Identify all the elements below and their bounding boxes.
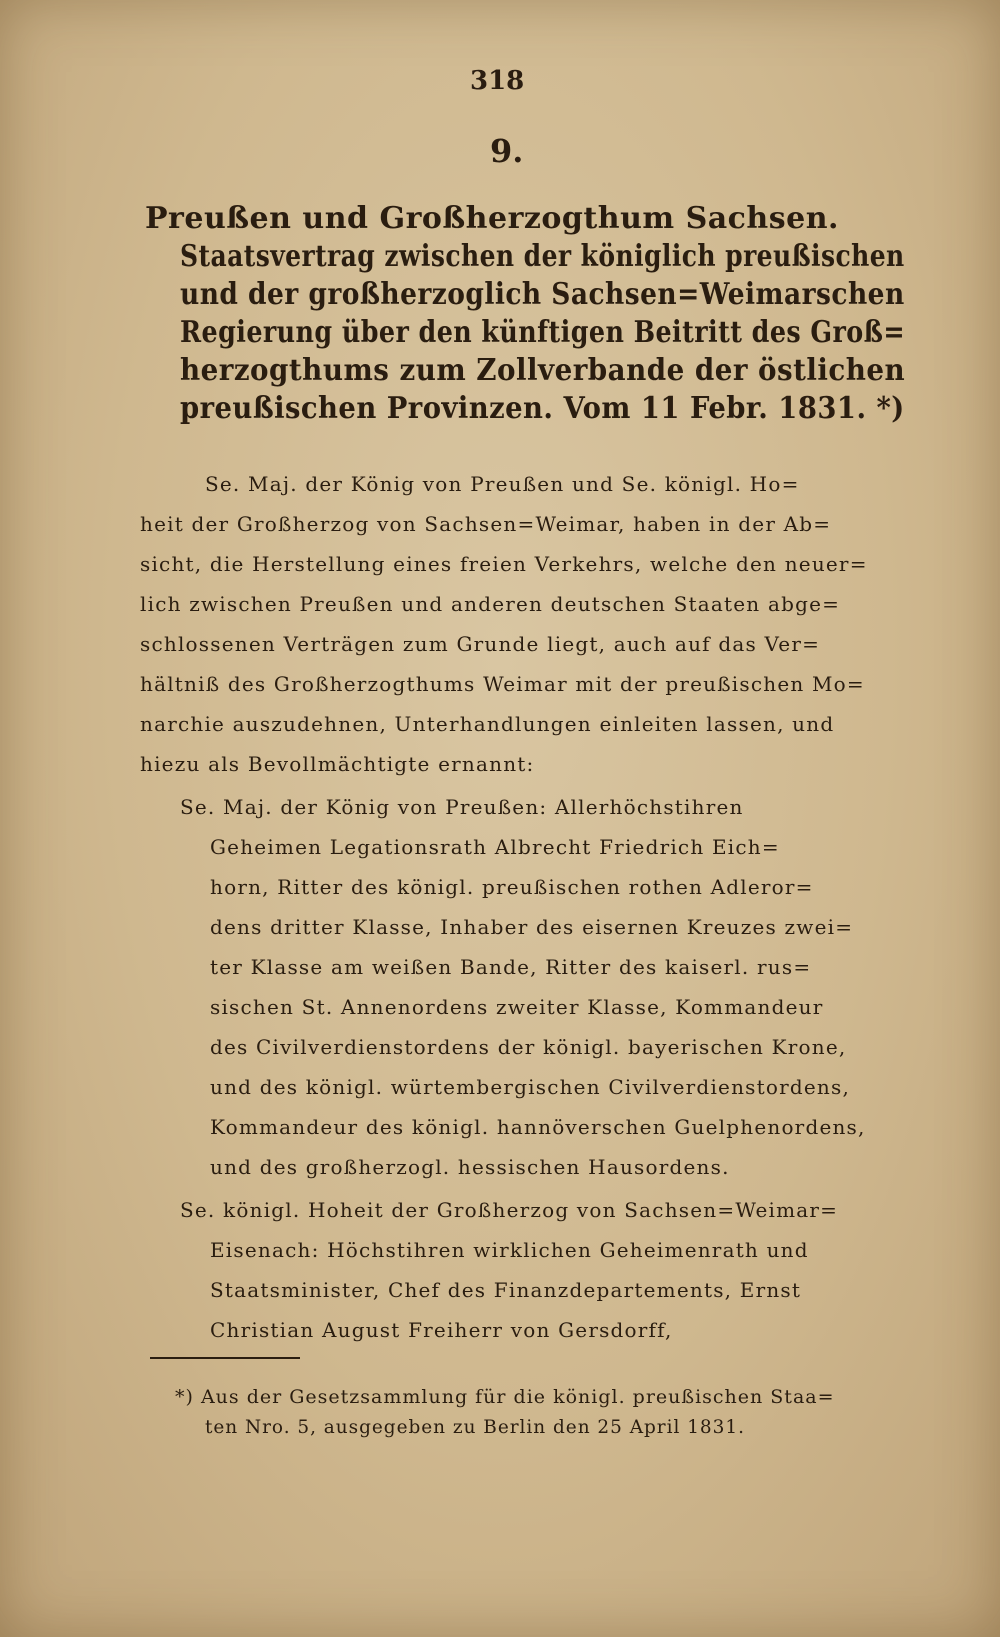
intro-line: heit der Großherzog von Sachsen=Weimar, haben in der Ab= bbox=[140, 512, 832, 536]
intro-line: sicht, die Herstellung eines freien Verkehrs, welche den neuer= bbox=[140, 552, 868, 576]
prussia-line: ter Klasse am weißen Bande, Ritter des kaiserl. rus= bbox=[210, 955, 812, 979]
page-number: 318 bbox=[470, 66, 525, 96]
prussia-line: und des großherzogl. hessischen Hausordens. bbox=[210, 1155, 730, 1179]
footnote-line: ten Nro. 5, ausgegeben zu Berlin den 25 April 1831. bbox=[205, 1416, 745, 1438]
title-line: und der großherzoglich Sachsen=Weimarschen bbox=[180, 277, 905, 312]
title-line: Regierung über den künftigen Beitritt des Groß= bbox=[180, 315, 906, 350]
intro-line: schlossenen Verträgen zum Grunde liegt, auch auf das Ver= bbox=[140, 632, 821, 656]
intro-line: narchie auszudehnen, Unterhandlungen einleiten lassen, und bbox=[140, 712, 835, 736]
weimar-line: Eisenach: Höchstihren wirklichen Geheimenrath und bbox=[210, 1238, 809, 1262]
prussia-line: dens dritter Klasse, Inhaber des eisernen Kreuzes zwei= bbox=[210, 915, 854, 939]
title-line: Staatsvertrag zwischen der königlich preußischen bbox=[180, 239, 905, 274]
footnote-divider bbox=[150, 1357, 300, 1359]
prussia-line: Geheimen Legationsrath Albrecht Friedrich Eich= bbox=[210, 835, 780, 859]
title-line: herzogthums zum Zollverbande der östlichen bbox=[180, 353, 906, 388]
intro-line: Se. Maj. der König von Preußen und Se. königl. Ho= bbox=[205, 472, 800, 496]
prussia-line: sischen St. Annenordens zweiter Klasse, Kommandeur bbox=[210, 995, 824, 1019]
title-line: preußischen Provinzen. Vom 11 Febr. 1831. *) bbox=[180, 391, 905, 426]
intro-line: hiezu als Bevollmächtigte ernannt: bbox=[140, 752, 535, 776]
footnote-line: *) Aus der Gesetzsammlung für die königl. preußischen Staa= bbox=[175, 1386, 835, 1408]
weimar-line: Christian August Freiherr von Gersdorff, bbox=[210, 1318, 673, 1342]
prussia-line: Kommandeur des königl. hannöverschen Guelphenordens, bbox=[210, 1115, 866, 1139]
intro-line: hältniß des Großherzogthums Weimar mit der preußischen Mo= bbox=[140, 672, 865, 696]
prussia-line: Se. Maj. der König von Preußen: Allerhöchstihren bbox=[180, 795, 744, 819]
intro-line: lich zwischen Preußen und anderen deutschen Staaten abge= bbox=[140, 592, 841, 616]
weimar-line: Staatsminister, Chef des Finanzdepartements, Ernst bbox=[210, 1278, 802, 1302]
prussia-line: und des königl. würtembergischen Civilverdienstordens, bbox=[210, 1075, 850, 1099]
prussia-line: horn, Ritter des königl. preußischen rothen Adleror= bbox=[210, 875, 814, 899]
section-number: 9. bbox=[490, 132, 524, 170]
weimar-line: Se. königl. Hoheit der Großherzog von Sachsen=Weimar= bbox=[180, 1198, 839, 1222]
prussia-line: des Civilverdienstordens der königl. bayerischen Krone, bbox=[210, 1035, 847, 1059]
title-line: Preußen und Großherzogthum Sachsen. bbox=[145, 201, 839, 236]
